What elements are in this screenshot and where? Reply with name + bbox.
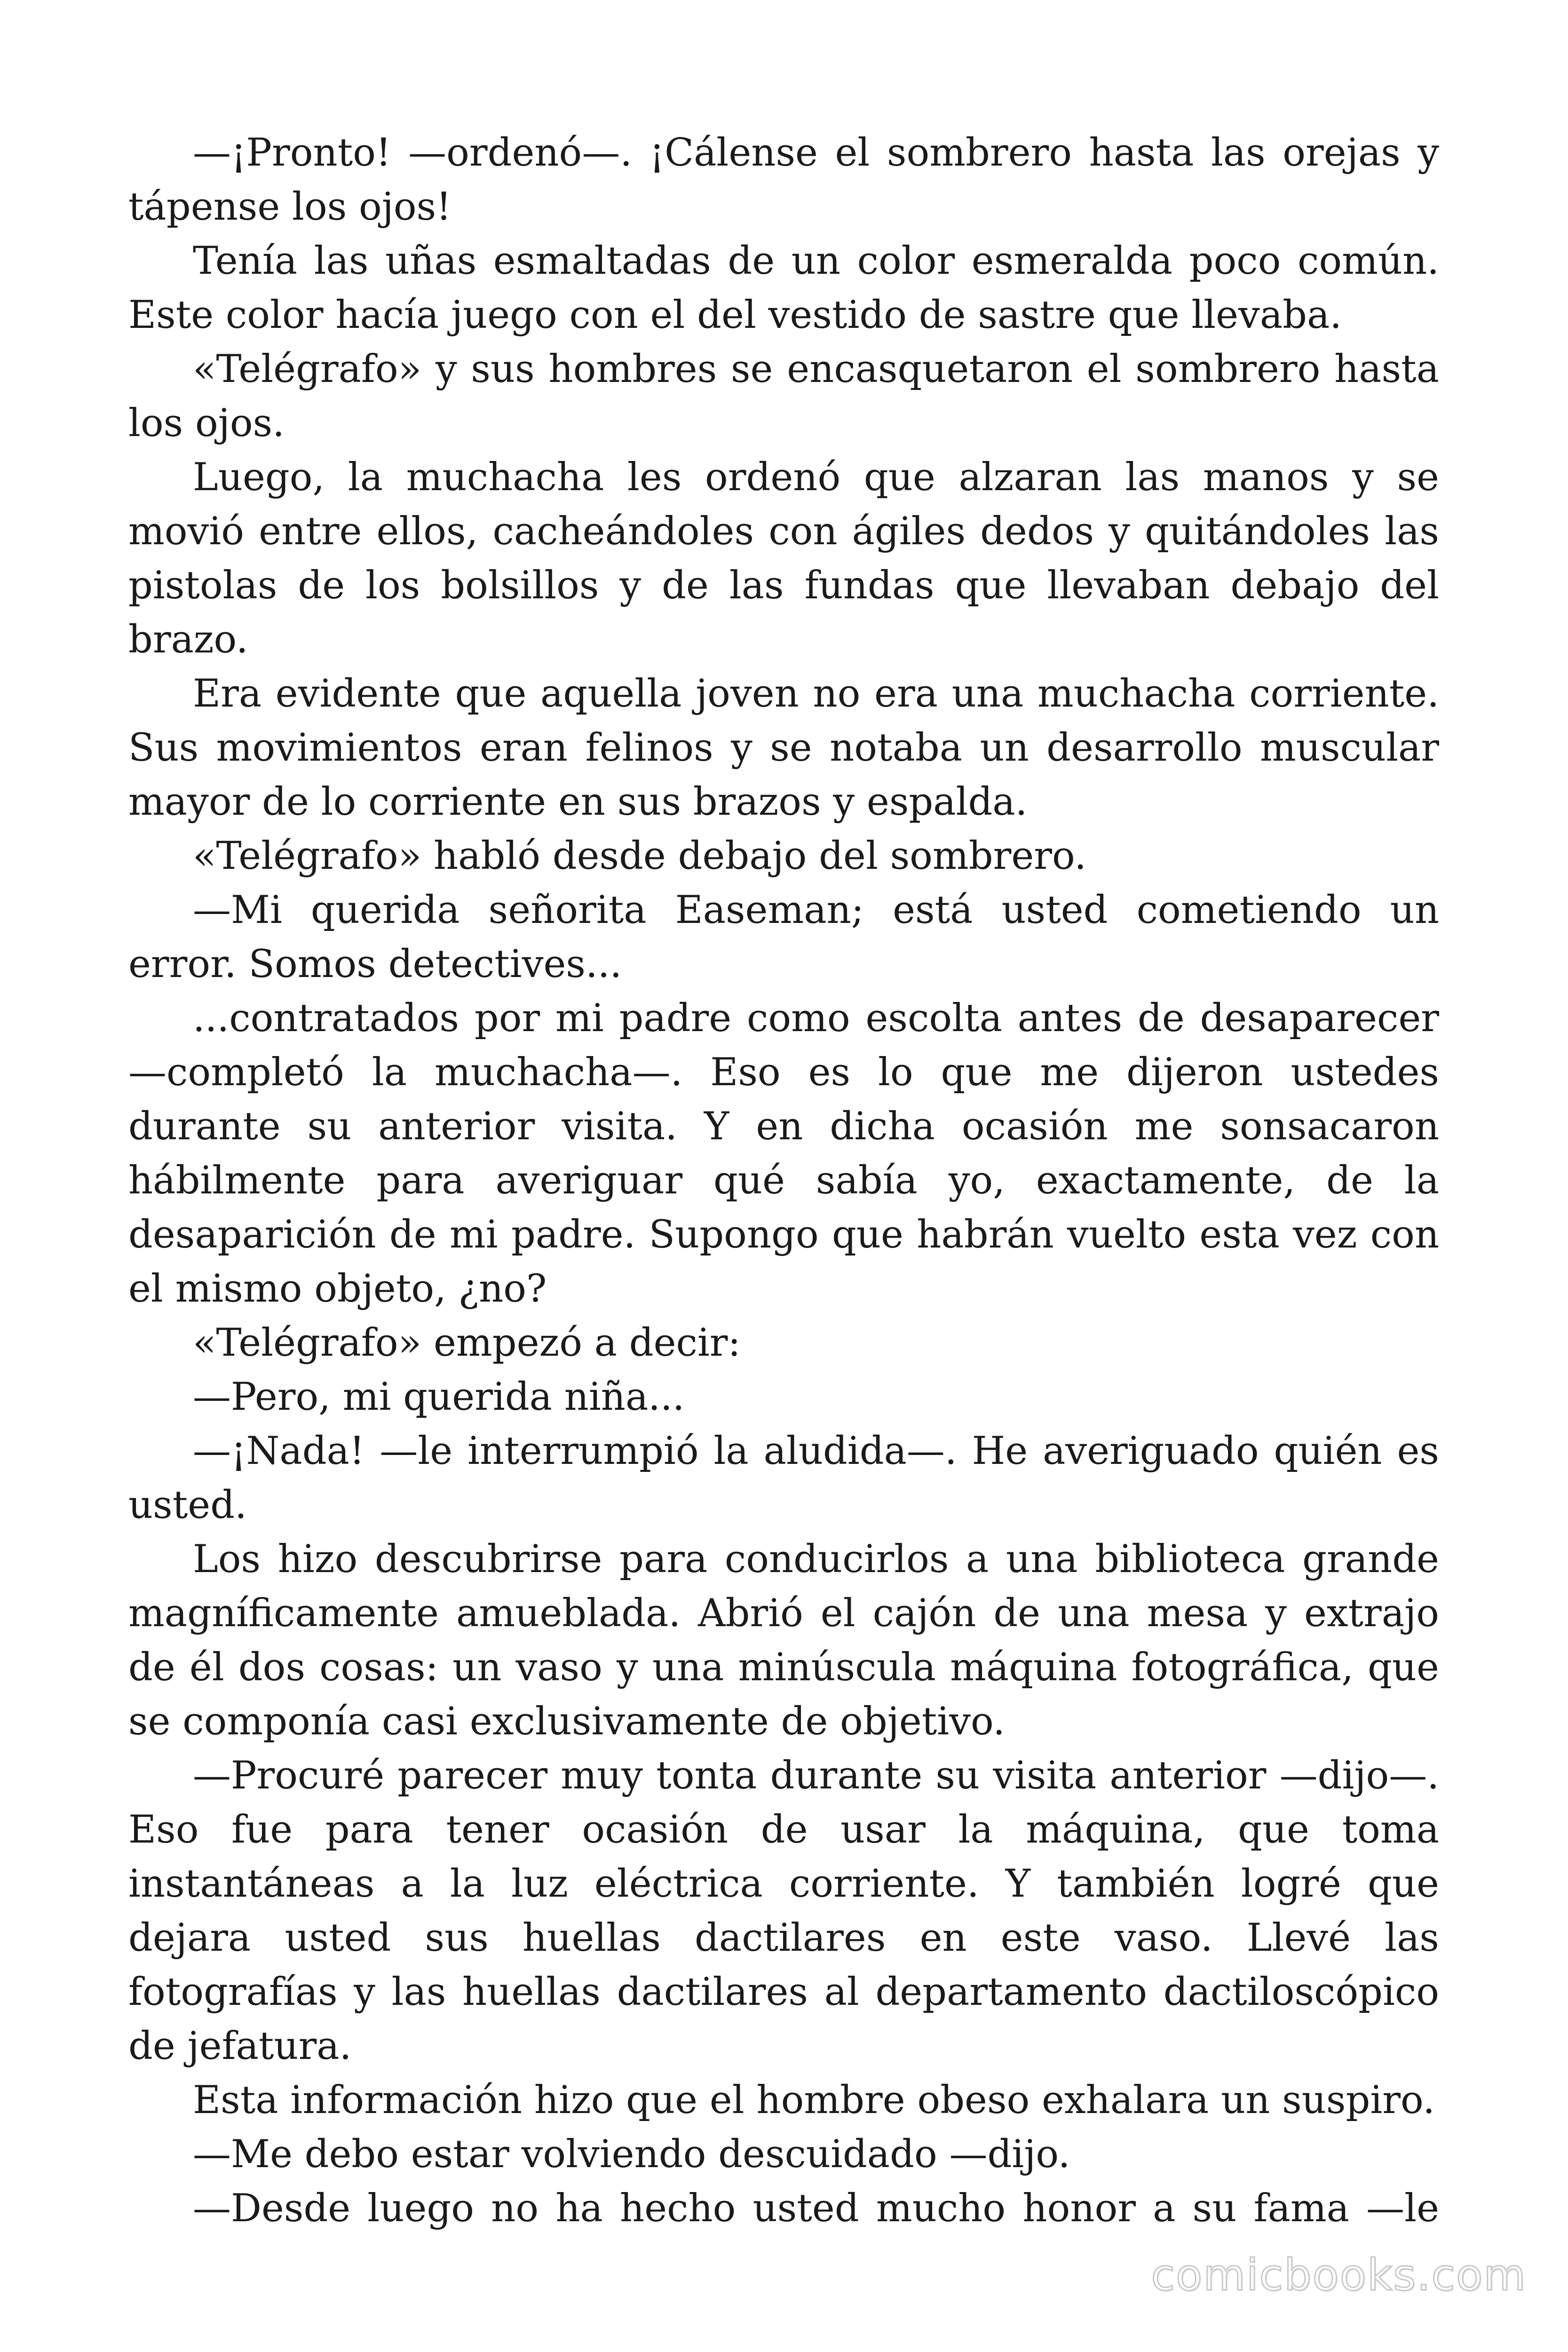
paragraph: Los hizo descubrirse para conducirlos a una biblioteca grande magníficamente amueblada. Abrió el cajón de una mesa y extrajo de él dos cosas: un vaso y una minúscula máquina fotográfica, que se componía casi exclusivamente de objetivo. [128,1537,1439,1744]
paragraph: Tenía las uñas esmaltadas de un color esmeralda poco común. Este color hacía juego con el del vestido de sastre que llevaba. [128,239,1439,337]
paragraph: «Telégrafo» y sus hombres se encasquetaron el sombrero hasta los ojos. [128,347,1439,445]
watermark-logo: comicbooks.com [1151,2250,1527,2300]
paragraph: «Telégrafo» habló desde debajo del sombrero. [193,834,1087,878]
page-body [128,126,1439,2236]
paragraph: —Pero, mi querida niña... [193,1375,685,1419]
paragraph: Era evidente que aquella joven no era una muchacha corriente. Sus movimientos eran felinos y se notaba un desarrollo muscular mayor de lo corriente en sus brazos y espalda. [128,672,1439,824]
paragraph: —¡Pronto! —ordenó—. ¡Cálense el sombrero hasta las orejas y tápense los ojos! [128,131,1439,229]
paragraph: —Procuré parecer muy tonta durante su visita anterior —dijo—. Eso fue para tener ocasión de usar la máquina, que toma instantáneas a la luz eléctrica corriente. Y también logré que dejara usted sus huellas dactilares en este vaso. Llevé las fotografías y las huellas dactilares al departamento dactiloscópico de jefatura. [128,1754,1439,2068]
paragraph: Luego, la muchacha les ordenó que alzaran las manos y se movió entre ellos, cacheándoles con ágiles dedos y quitándoles las pistolas de los bolsillos y de las fundas que llevaban debajo del brazo. [128,455,1439,662]
paragraph: «Telégrafo» empezó a decir: [193,1321,741,1365]
paragraph: —Me debo estar volviendo descuidado —dijo. [193,2132,1070,2177]
paragraph-last: —Desde luego no ha hecho usted mucho honor a su fama —le [193,2186,1439,2231]
paragraph: —Mi querida señorita Easeman; está usted cometiendo un error. Somos detectives... [128,888,1439,986]
paragraph: Esta información hizo que el hombre obeso exhalara un suspiro. [193,2078,1435,2122]
paragraph: —¡Nada! —le interrumpió la aludida—. He averiguado quién es usted. [128,1429,1439,1527]
paragraph: ...contratados por mi padre como escolta antes de desaparecer —completó la muchacha—. Eso es lo que me dijeron ustedes durante su anterior visita. Y en dicha ocasión me sonsacaron hábilmente para averiguar qué sabía yo, exactamente, de la desaparición de mi padre. Supongo que habrán vuelto esta vez con el mismo objeto, ¿no? [128,996,1439,1311]
